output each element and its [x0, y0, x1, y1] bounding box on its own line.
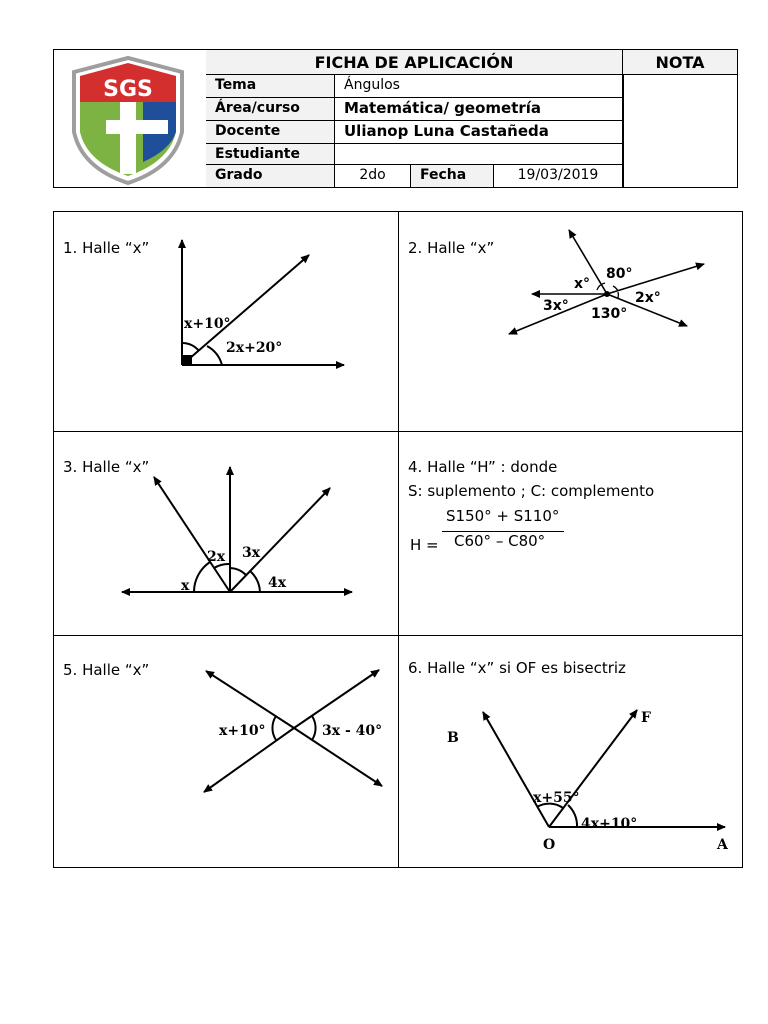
school-logo	[54, 50, 206, 187]
problem-4-denominator: C60° – C80°	[454, 532, 546, 550]
problem-5	[54, 636, 398, 867]
problem-grid	[53, 211, 743, 868]
problem-3	[54, 432, 398, 635]
tema-label: Tema	[206, 75, 335, 98]
sheet-title: FICHA DE APLICACIÓN	[206, 50, 623, 75]
p3-a3: 3x	[242, 545, 261, 561]
problem-1	[54, 212, 398, 431]
nota-label: NOTA	[623, 50, 737, 75]
p6-angle-1: x+55°	[533, 790, 580, 806]
p1-angle-b: 2x+20°	[226, 340, 283, 356]
p2-a4: 2x°	[635, 290, 661, 306]
p6-label-f: F	[641, 710, 651, 726]
p3-a1: x	[181, 578, 190, 594]
area-label: Área/curso	[206, 98, 335, 121]
estudiante-label: Estudiante	[206, 144, 335, 165]
p2-a1: x°	[574, 276, 591, 292]
problem-4-numerator: S150° + S110°	[446, 507, 560, 525]
problem-4-h-label: H =	[410, 536, 439, 554]
area-value: Matemática/ geometría	[335, 98, 623, 121]
nota-box[interactable]	[623, 75, 737, 187]
docente-value: Ulianop Luna Castañeda	[335, 121, 623, 144]
problem-2-figure	[399, 212, 742, 431]
p6-label-a: A	[717, 837, 728, 853]
problem-1-figure	[54, 212, 398, 431]
p6-label-b: B	[447, 730, 459, 746]
problem-4-legend: S: suplemento ; C: complemento	[408, 482, 655, 500]
p2-a5: 130°	[591, 306, 628, 322]
p3-a2: 2x	[207, 549, 226, 565]
problem-3-prompt: 3. Halle “x”	[63, 458, 150, 476]
problem-6-prompt: 6. Halle “x” si OF es bisectriz	[408, 659, 626, 677]
p6-label-o: O	[543, 837, 556, 853]
p2-a2: 80°	[606, 266, 633, 282]
problem-3-figure	[54, 432, 398, 635]
p2-a3: 3x°	[543, 298, 569, 314]
fecha-label: Fecha	[411, 165, 494, 187]
p3-a4: 4x	[268, 575, 287, 591]
problem-4-prompt: 4. Halle “H” : donde	[408, 458, 558, 476]
docente-label: Docente	[206, 121, 335, 144]
problem-5-figure	[54, 636, 398, 867]
logo-cell	[54, 50, 207, 187]
p5-right: 3x - 40°	[322, 723, 383, 739]
problem-1-prompt: 1. Halle “x”	[63, 239, 150, 257]
grado-label: Grado	[206, 165, 335, 187]
estudiante-field[interactable]	[335, 144, 623, 165]
p6-angle-2: 4x+10°	[581, 816, 638, 832]
header-table	[53, 49, 738, 188]
grado-value: 2do	[335, 165, 411, 187]
problem-6	[399, 636, 742, 867]
p5-left: x+10°	[219, 723, 266, 739]
problem-4	[399, 432, 742, 635]
problem-6-figure	[399, 636, 742, 867]
problem-2	[399, 212, 742, 431]
logo-text: SGS	[103, 77, 153, 102]
problem-2-prompt: 2. Halle “x”	[408, 239, 495, 257]
p1-angle-a: x+10°	[184, 316, 231, 332]
tema-value: Ángulos	[335, 75, 623, 98]
fecha-value: 19/03/2019	[494, 165, 623, 187]
problem-5-prompt: 5. Halle “x”	[63, 661, 150, 679]
